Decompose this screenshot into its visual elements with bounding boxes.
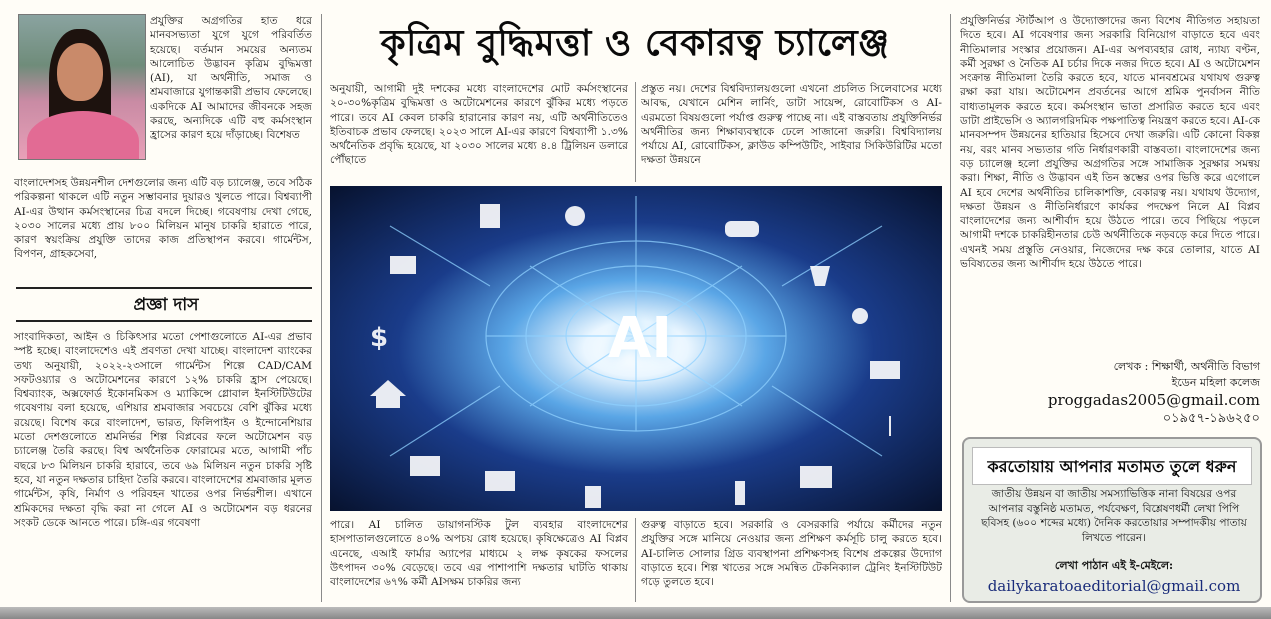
column-divider-2 [635,82,636,182]
author-photo [18,14,146,160]
promo-title: করতোয়ায় আপনার মতামত তুলে ধরুন [972,447,1252,485]
road-icon [810,266,830,286]
column3-bottom: গুরুত্ব বাড়াতে হবে। সরকারি ও বেসরকারি পর্যায়ে কর্মীদের নতুন প্রযুক্তির সঙ্গে মানিয়ে নেওয়ার জন্য প্রশিক্ষণ কর্মসূচি চালু করতে হবে। AI-চালিত সোলার গ্রিড ব্যবস্থাপনা প্রশিক্ষণসহ বিশেষ প্রকল্পের উদ্যোগ বাড়াতে হবে। শিল্প খাতের সঙ্গে সমন্বিত টেকনিক্যাল ট্রেনিং ইনস্টিটিউট গড়ে তুলতে হবে। [641,519,942,589]
column4-body: প্রযুক্তিনির্ভর স্টার্টআপ ও উদ্যোক্তাদের জন্য বিশেষ নীতিগত সহায়তা দিতে হবে। AI গবেষণার জন্য সরকারি বিনিয়োগ বাড়াতে হবে এবং নীতিমালার সংস্কার প্রয়োজন। AI-এর অপব্যবহার রোধ, ন্যায্য বণ্টন, কর্মী সুরক্ষা ও নৈতিক AI চর্চার দিকে নজর দিতে হবে। AI ও অটোমেশন সংক্রান্ত নীতিমালা তৈরি করতে হবে, যাতে মানবশ্রমের যথাযথ গুরুত্ব রক্ষা করা যায়। অটোমেশন প্রবর্তনের আগে শ্রমিক পুনর্বাসন নীতি বাধ্যতামূলক করতে হবে। কর্মসংস্থান ভাতা প্রসারিত করতে হবে এবং ডাটা প্রাইভেসি ও অ্যালগরিদমিক পক্ষপাতিত্ব নিয়ন্ত্রণ করতে হবে। AI-কে মানবসম্পদ উন্নয়নের হাতিয়ার হিসেবে দেখা জরুরি। এটি কোনো বিকল্প নয়, বরং মানব সভ্যতার গতি নির্ধারণকারী বাস্তবতা। বাংলাদেশের জন্য বড় চ্যালেঞ্জ হলো প্রযুক্তির অগ্রগতির সঙ্গে সামাজিক সুরক্ষার সমন্বয় করা। শিক্ষা, নীতি ও উদ্ভাবন এই তিন স্তম্ভের ওপর ভিত্তি করে এগোলে AI হবে দেশের অর্থনীতির চালিকাশক্তি, বেকারত্ব নয়। যথাযথ উদ্যোগ, দক্ষতা উন্নয়ন ও নীতিনির্ধারণে কার্যকর পদক্ষেপ নিলে AI বিপ্লব বাংলাদেশের জন্য আশীর্বাদ হয়ে উঠতে পারে। তবে পিছিয়ে পড়লে আগামী দশকে চাকরিহীনতার চেউ অর্থনীতিকে নড়বড়ে করে দিতে পারে। এখনই সময় প্রস্তুতি নেওয়ার, নিজেদের দক্ষ করে তোলার, যাতে AI ভবিষ্যতের জন্য আশীর্বাদ হয়ে উঠতে পারে। [960,15,1260,271]
solar-panel-icon [800,466,832,488]
author-rule-top [16,287,312,289]
laptop-icon [485,471,515,491]
column3-top: প্রস্তুত নয়। দেশের বিশ্ববিদ্যালয়গুলো এখনো প্রচলিত সিলেবাসের মধ্যে আবদ্ধ, যেখানে মেশিন লার্নিং, ডাটা সায়েন্স, রোবোটিকস ও AI-এরমতো বিষয়গুলো পর্যাপ্ত গুরুত্ব পাচ্ছে না। এই বাস্তবতায় প্রযুক্তিনির্ভর অর্থনীতির জন্য শিক্ষাব্যবস্থাকে ঢেলে সাজানো জরুরি। বিশ্ববিদ্যালয় পর্যায়ে AI, রোবোটিকস, ক্লাউড কম্পিউটিং, সাইবার সিকিউরিটির মতো দক্ষতা উন্নয়নে [641,83,942,167]
promo-body: জাতীয় উন্নয়ন বা জাতীয় সমস্যাভিত্তিক নানা বিষয়ের ওপর আপনার বস্তুনিষ্ঠ মতামত, পর্যবেক্ষণ, বিশ্লেষণধর্মী লেখা পিপি ছবিসহ (৬০০ শব্দের মধ্যে) দৈনিক করতোয়ার সম্পাদকীয় পাতায় লিখতে পারেন। [981,488,1247,544]
ai-illustration [330,186,942,511]
photo-dress [27,111,139,160]
author-rule-bottom [16,320,312,322]
article-headline: কৃত্রিম বুদ্ধিমত্তা ও বেকারত্ব চ্যালেঞ্জ [380,23,890,64]
author-name: প্রজ্ঞা দাস [133,295,199,315]
phone-icon [585,486,601,508]
author-designation: লেখক : শিক্ষার্থী, অর্থনীতি বিভাগ [1113,360,1260,373]
column1-intro: প্রযুক্তির অগ্রগতির হাত ধরে মানবসভ্যতা যুগে যুগে পরিবর্তিত হয়েছে। বর্তমান সময়ের অন্যতম আলোচিত উদ্ভাবন কৃত্রিম বুদ্ধিমত্তা (AI), যা অর্থনীতি, সমাজ ও শ্রমবাজারে যুগান্তকারী প্রভাব ফেলেছে। একদিকে AI আমাদের জীবনকে সহজ করছে, অন্যদিকে এটি বহু কর্মসংস্থান হ্রাসের কারণ হয়ে দাঁড়াচ্ছে। বিশেষত [150,15,312,142]
author-email: proggadas2005@gmail.com [1047,391,1260,409]
column1-middle: বাংলাদেশসহ উন্নয়নশীল দেশগুলোর জন্য এটি বড় চ্যালেঞ্জ, তবে সঠিক পরিকল্পনা থাকলে এটি নতুন সম্ভাবনার দুয়ারও খুলতে পারে। বিশ্বব্যাপী AI-এর উত্থান কর্মসংস্থানের চিত্র বদলে দিচ্ছে। গবেষণায় দেখা গেছে, ২০৩০ সালের মধ্যে প্রায় ৮০০ মিলিয়ন মানুষ চাকরি হারাতে পারে, কারণ স্বয়ংক্রিয় প্রযুক্তি তাদের কাজ প্রতিস্থাপন করবে। গার্মেন্টস, বিপণন, গ্রাহকসেবা, [14,177,312,261]
page-bottom-rule [0,607,1271,619]
oil-pump-icon [735,481,745,505]
ai-hero-label: AI [607,306,673,371]
monitor-icon [410,456,440,476]
column-divider-1 [321,14,322,602]
author-college: ইডেন মহিলা কলেজ [1171,376,1260,389]
column-divider-4 [950,14,951,602]
cart-icon [390,256,416,274]
home-icon [370,380,406,408]
robot-arm-icon [852,308,868,324]
column1-body: সাংবাদিকতা, আইন ও চিকিৎসার মতো পেশাগুলোতে AI-এর প্রভাব স্পষ্ট হচ্ছে। বাংলাদেশেও এই প্রবণতা দেখা যাচ্ছে। বাংলাদেশ ব্যাংকের তথ্য অনুযায়ী, ২০২২-২৩সালে গার্মেন্টস শিল্পে CAD/CAM সফটওয়্যার ও অটোমেশনের কারণে ১২% চাকরি হ্রাস পেয়েছে। বিশ্বব্যাংক, অক্সফোর্ড ইকোনমিকস ও ম্যাকিন্সে গ্লোবাল ইনস্টিটিউটের গবেষণায় বলা হয়েছে, এশিয়ার শ্রমবাজার সবচেয়ে বেশি ঝুঁকির মধ্যে রয়েছে। বিশেষ করে বাংলাদেশ, ভারত, ফিলিপাইন ও ইন্দোনেশিয়ার মতো দেশগুলোতে শ্রমনির্ভর শিল্প বিপ্লবের ফলে অটোমেশন বড় চ্যালেঞ্জ তৈরি করছে। বিশ্ব অর্থনৈতিক ফোরামের মতে, আগামী পাঁচ বছরে ৮৩ মিলিয়ন চাকরি হারাবে, তবে ৬৯ মিলিয়ন নতুন চাকরি সৃষ্টি হবে, যা নতুন দক্ষতার চাহিদা তৈরি করবে। বাংলাদেশের শ্রমবাজার মূলত গার্মেন্টস, কৃষি, নির্মাণ ও পরিবহন খাতের ওপর নির্ভরশীল। এখানে শ্রমিকদের দক্ষতা বৃদ্ধি করা না গেলে AI ও অটোমেশন বড় ধরনের সংকট ডেকে আনতে পারে। চঙ্গি-এর গবেষণা [14,331,312,529]
opinion-submission-box [962,437,1262,603]
location-icon [565,206,585,226]
factory-icon [870,361,900,379]
column-divider-3 [635,518,636,602]
photo-face [57,43,103,101]
dollar-icon: $ [370,323,389,353]
promo-send-label: লেখা পাঠান এই ই-মেইলে: [1054,559,1174,572]
author-phone: ০১৯৫৭-১৯৬২৫০ [1162,411,1260,426]
column2-bottom: পারে। AI চালিত ডায়াগনস্টিক টুল ব্যবহার বাংলাদেশের হাসপাতালগুলোতে ৪০% অপচয় রোধ হয়েছে। কৃষিক্ষেত্রেও AI বিপ্লব এনেছে, এআই ফার্মার অ্যাপের মাধ্যমে ২ লক্ষ কৃষকের ফসলের উৎপাদন ৩০% বেড়েছে। তবে এর পাশাপাশি দক্ষতার ঘাটতি থাকায় বাংলাদেশের ৬৭% কর্মী AIসক্ষম চাকরির জন্য [330,519,628,589]
car-icon [725,221,759,237]
column2-top: অনুযায়ী, আগামী দুই দশকের মধ্যে বাংলাদেশের মোট কর্মসংস্থানের ২০-৩০%কৃত্রিম বুদ্ধিমত্তা ও অটোমেশনের কারণে ঝুঁকির মধ্যে পড়তে পারে। তবে AI কেবল চাকরি হারানোর কারণ নয়, এটি অর্থনীতিতেও ইতিবাচক প্রভাব ফেলছে। ২০২৩ সালে AI-এর কারণে বিশ্বব্যাপী ১.৩% অর্থনৈতিক প্রবৃদ্ধি হয়েছে, যা ২০৩০ সালের মধ্যে ৪.৪ ট্রিলিয়ন ডলারে পৌঁছাতে [330,83,628,167]
building-icon [480,204,500,228]
promo-email[interactable]: dailykaratoaeditorial@gmail.com [987,577,1241,595]
